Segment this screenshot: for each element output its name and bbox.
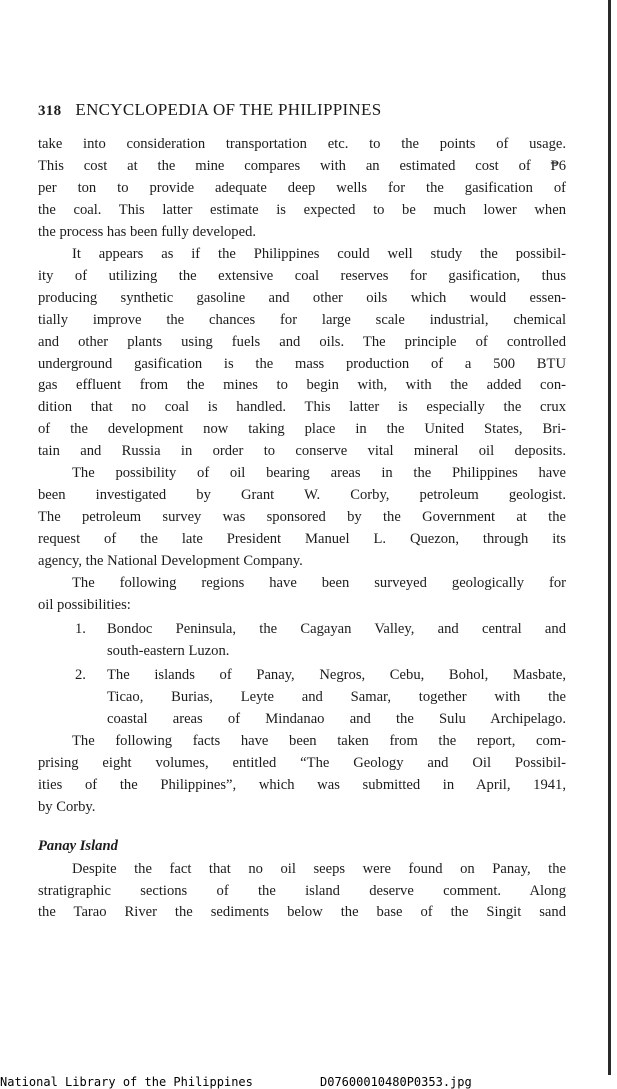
text-line: Ticao, Burias, Leyte and Samar, together with the — [107, 688, 566, 705]
footer-library: National Library of the Philippines — [0, 1075, 253, 1089]
text-line: take into consideration transportation etc. to the points of usage. — [38, 136, 566, 152]
text-line: producing synthetic gasoline and other oils which would essen- — [38, 289, 566, 306]
running-header — [38, 100, 566, 134]
text-line: This cost at the mine compares with an estimated cost of ₱6 — [38, 157, 566, 174]
text-line: The following facts have been taken from the report, com- — [72, 732, 566, 749]
paragraph — [38, 573, 566, 617]
section-heading: Panay Island — [38, 837, 118, 854]
list-item — [38, 665, 566, 731]
text-line: Bondoc Peninsula, the Cagayan Valley, and central and — [107, 620, 566, 637]
text-line: of the development now taking place in the United States, Bri- — [38, 421, 566, 438]
text-line: The petroleum survey was sponsored by the Government at the — [38, 509, 566, 526]
paragraph — [38, 134, 566, 244]
text-line: tially improve the chances for large scale industrial, chemical — [38, 311, 566, 328]
list-item — [38, 619, 566, 663]
text-line: ities of the Philippines”, which was submitted in April, 1941, — [38, 776, 566, 793]
paragraph — [38, 859, 566, 925]
text-line: The following regions have been surveyed geologically for — [72, 575, 566, 592]
text-line: south-eastern Luzon. — [107, 642, 230, 659]
text-line: agency, the National Development Company. — [38, 553, 303, 570]
text-line: underground gasification is the mass production of a 500 BTU — [38, 355, 566, 372]
running-title: ENCYCLOPEDIA OF THE PHILIPPINES — [75, 100, 382, 119]
page-edge-rule — [608, 0, 611, 1075]
text-line: oil possibilities: — [38, 597, 131, 614]
text-line: It appears as if the Philippines could well study the possibil- — [72, 245, 566, 262]
scan-footer — [0, 1075, 617, 1089]
text-line: ity of utilizing the extensive coal reserves for gasification, thus — [38, 267, 566, 284]
paragraph — [38, 244, 566, 464]
text-line: per ton to provide adequate deep wells for the gasification of — [38, 179, 566, 196]
text-line: tain and Russia in order to conserve vital mineral oil deposits. — [38, 443, 566, 460]
text-line: gas effluent from the mines to begin with, with the added con- — [38, 377, 566, 394]
text-line: request of the late President Manuel L. Quezon, through its — [38, 531, 566, 548]
text-line: and other plants using fuels and oils. The principle of controlled — [38, 333, 566, 350]
text-line: stratigraphic sections of the island deserve comment. Along — [38, 882, 566, 899]
text-line: the Tarao River the sediments below the base of the Singit sand — [38, 904, 566, 921]
text-line: The possibility of oil bearing areas in the Philippines have — [72, 465, 566, 482]
text-line: prising eight volumes, entitled “The Geology and Oil Possibil- — [38, 754, 566, 771]
text-line: the coal. This latter estimate is expected to be much lower when — [38, 201, 566, 218]
text-line: the process has been fully developed. — [38, 223, 257, 240]
text-line: coastal areas of Mindanao and the Sulu Archipelago. — [107, 710, 566, 727]
text-line: been investigated by Grant W. Corby, petroleum geologist. — [38, 487, 566, 504]
paragraph — [38, 463, 566, 573]
list-item-number: 2. — [75, 666, 86, 683]
text-line: The islands of Panay, Negros, Cebu, Bohol, Masbate, — [107, 666, 566, 683]
page-number: 318 — [38, 103, 62, 119]
text-line: dition that no coal is handled. This latter is especially the crux — [38, 399, 566, 416]
footer-file-id: D07600010480P0353.jpg — [320, 1075, 472, 1089]
numbered-list — [38, 619, 566, 731]
list-item-number: 1. — [75, 620, 86, 637]
text-line: Despite the fact that no oil seeps were found on Panay, the — [72, 860, 566, 877]
paragraph — [38, 731, 566, 819]
text-line: by Corby. — [38, 798, 96, 815]
book-page — [38, 100, 566, 924]
